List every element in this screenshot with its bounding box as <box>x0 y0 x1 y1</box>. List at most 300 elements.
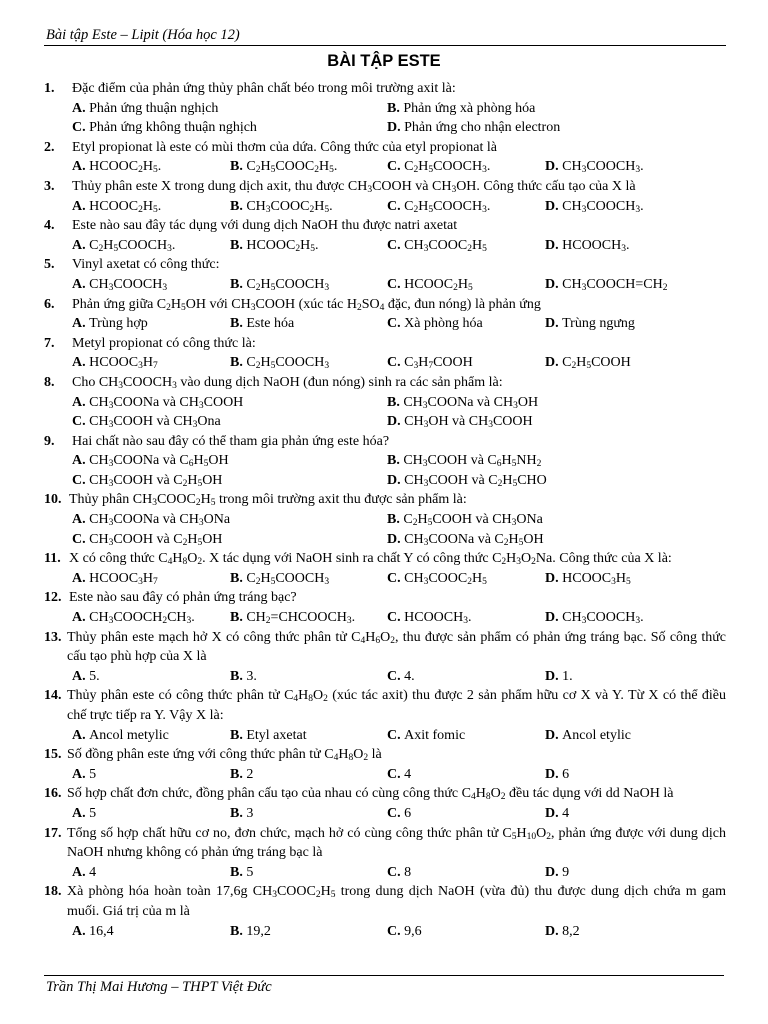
question-number: 14. <box>44 688 62 704</box>
answer-option <box>387 608 545 628</box>
answer-option <box>545 726 715 746</box>
option-text: 4 <box>562 805 570 821</box>
option-letter: A. <box>72 766 90 782</box>
answer-option <box>72 922 230 942</box>
option-text: $CH_3COONa$ và $CH_3COOH$ <box>89 394 244 411</box>
answer-options <box>44 667 726 687</box>
option-text: 2 <box>246 766 254 782</box>
option-letter: D. <box>545 864 563 880</box>
option-text: $CH_2=CHCOOCH_3$. <box>246 610 356 627</box>
option-text: 19,2 <box>246 923 271 939</box>
question-item <box>44 784 726 823</box>
answer-option <box>72 197 230 217</box>
answer-options <box>44 353 726 373</box>
question-item <box>44 745 726 784</box>
option-text: $CH_3COOC_2H_5$ <box>404 237 487 254</box>
option-text: $CH_3COONa$ và $CH_3OH$ <box>403 394 539 411</box>
option-letter: C. <box>387 570 405 586</box>
question-item <box>44 373 726 432</box>
answer-option <box>230 922 387 942</box>
option-text: Trùng ngưng <box>562 316 635 332</box>
option-text: 3 <box>246 805 254 821</box>
question-text: Xà phòng hóa hoàn toàn 17,6g $CH_3COOC_2H_5$ trong dung dịch NaOH (vừa đủ) thu được dung dịch chứa m gam muối. Giá trị của m là <box>67 884 726 919</box>
answer-options <box>44 804 726 824</box>
answer-options <box>44 608 726 628</box>
option-letter: A. <box>72 668 90 684</box>
option-letter: C. <box>387 610 405 626</box>
question-stem <box>44 490 726 510</box>
option-letter: A. <box>72 355 90 371</box>
question-text: Metyl propionat có công thức là: <box>72 335 256 351</box>
option-letter: D. <box>545 923 563 939</box>
answer-option <box>545 314 715 334</box>
option-letter: D. <box>545 727 563 743</box>
option-letter: A. <box>72 237 90 253</box>
question-text: Etyl propionat là este có mùi thơm của dứa. Công thức của etyl propionat là <box>72 139 497 155</box>
question-text: Cho $CH_3COOCH_3$ vào dung dịch NaOH (đun nóng) sinh ra các sản phẩm là: <box>72 374 503 391</box>
answer-option <box>230 569 387 589</box>
question-item <box>44 79 726 138</box>
question-text: Phản ứng giữa $C_2H_5OH$ với $CH_3COOH$ (xúc tác $H_2SO_4$ đặc, đun nóng) là phản ứng <box>72 296 541 313</box>
answer-option <box>545 275 715 295</box>
option-letter: C. <box>387 766 405 782</box>
question-item <box>44 628 726 687</box>
option-letter: B. <box>230 766 247 782</box>
question-number: 4. <box>44 218 55 234</box>
option-text: $CH_3COOH$ và $CH_3Ona$ <box>89 414 221 431</box>
option-letter: B. <box>230 316 247 332</box>
answer-option <box>72 412 387 432</box>
option-letter: D. <box>387 472 405 488</box>
answer-option <box>72 393 387 413</box>
option-letter: B. <box>387 394 404 410</box>
option-letter: D. <box>545 766 563 782</box>
answer-options <box>44 569 726 589</box>
answer-option <box>72 275 230 295</box>
answer-option <box>230 197 387 217</box>
question-item <box>44 255 726 294</box>
question-number: 12. <box>44 590 62 606</box>
answer-option <box>72 608 230 628</box>
option-text: $C_2H_5COOCH_3$ <box>246 276 330 293</box>
option-text: $CH_3COOCH_3$ <box>89 276 168 293</box>
option-letter: B. <box>230 923 247 939</box>
option-text: $C_2H_5COOCH_3$. <box>89 237 176 254</box>
answer-option <box>387 922 545 942</box>
option-letter: B. <box>230 610 247 626</box>
option-letter: A. <box>72 727 90 743</box>
option-letter: A. <box>72 453 90 469</box>
option-text: Ancol metylic <box>89 727 169 743</box>
answer-option <box>230 804 387 824</box>
option-letter: B. <box>230 159 247 175</box>
question-item <box>44 549 726 588</box>
option-text: 5 <box>246 864 254 880</box>
answer-option <box>72 236 230 256</box>
answer-option <box>387 510 717 530</box>
question-stem <box>44 549 726 569</box>
option-letter: D. <box>545 355 563 371</box>
answer-option <box>230 765 387 785</box>
question-stem <box>44 432 726 452</box>
answer-options <box>44 922 726 942</box>
answer-option <box>230 667 387 687</box>
question-stem <box>44 686 726 725</box>
option-text: $CH_3COOC_2H_5$. <box>246 198 333 215</box>
footer-rule <box>44 975 724 976</box>
option-letter: D. <box>545 805 563 821</box>
answer-option <box>545 353 715 373</box>
answer-option <box>230 863 387 883</box>
option-letter: B. <box>230 864 247 880</box>
option-letter: A. <box>72 394 90 410</box>
answer-option <box>387 118 717 138</box>
question-stem <box>44 745 726 765</box>
option-text: $CH_3COONa$ và $C_6H_5OH$ <box>89 453 229 470</box>
answer-options <box>44 863 726 883</box>
option-text: $CH_3COOH$ và $C_2H_5OH$ <box>89 531 223 548</box>
option-letter: C. <box>387 727 405 743</box>
answer-option <box>72 510 387 530</box>
answer-option <box>387 569 545 589</box>
option-text: $CH_3COOCH_2CH_3$. <box>89 610 195 627</box>
question-text: Hai chất nào sau đây có thể tham gia phản ứng este hóa? <box>72 433 390 449</box>
question-stem <box>44 824 726 863</box>
answer-option <box>72 569 230 589</box>
option-letter: A. <box>72 159 90 175</box>
question-number: 17. <box>44 825 62 841</box>
option-letter: D. <box>387 531 405 547</box>
answer-option <box>72 451 387 471</box>
option-text: 5 <box>89 805 97 821</box>
question-number: 9. <box>44 433 55 449</box>
question-stem <box>44 255 726 275</box>
answer-option <box>545 804 715 824</box>
answer-option <box>72 314 230 334</box>
question-text: Vinyl axetat có công thức: <box>72 257 220 273</box>
answer-option <box>72 118 387 138</box>
option-letter: C. <box>387 237 405 253</box>
question-number: 5. <box>44 257 55 273</box>
option-text: 16,4 <box>89 923 114 939</box>
option-text: $CH_3COOC_2H_5$ <box>404 570 487 587</box>
option-text: 6 <box>562 766 570 782</box>
answer-option <box>545 667 715 687</box>
question-number: 7. <box>44 335 55 351</box>
option-letter: C. <box>387 198 405 214</box>
answer-option <box>387 667 545 687</box>
answer-options <box>44 99 726 138</box>
option-letter: D. <box>545 276 563 292</box>
running-footer: Trần Thị Mai Hương – THPT Việt Đức <box>46 979 272 995</box>
question-number: 2. <box>44 139 55 155</box>
header-rule <box>44 45 726 46</box>
option-letter: B. <box>230 198 247 214</box>
option-text: Phản ứng xà phòng hóa <box>403 100 536 116</box>
option-letter: A. <box>72 198 90 214</box>
option-text: Phản ứng cho nhận electron <box>404 120 561 136</box>
answer-option <box>545 765 715 785</box>
option-letter: C. <box>387 159 405 175</box>
question-item <box>44 432 726 491</box>
answer-option <box>387 726 545 746</box>
option-text: $CH_3COONa$ và $CH_3ONa$ <box>89 512 231 529</box>
option-text: $C_2H_5COOH$ <box>562 355 631 372</box>
question-text: Thủy phân este mạch hở X có công thức phân tử $C_4H_6O_2$, thu được sản phẩm có phản ứng tráng bạc. Số công thức cấu tạo phù hợp của X là <box>67 629 727 665</box>
answer-option <box>545 569 715 589</box>
option-text: 8 <box>404 864 412 880</box>
answer-option <box>387 530 717 550</box>
option-text: $CH_3COOCH_3$. <box>562 159 644 176</box>
answer-option <box>387 157 545 177</box>
answer-option <box>387 275 545 295</box>
answer-option <box>72 99 387 119</box>
option-letter: D. <box>545 316 563 332</box>
question-number: 6. <box>44 296 55 312</box>
answer-option <box>545 863 715 883</box>
question-item <box>44 490 726 549</box>
option-letter: A. <box>72 610 90 626</box>
option-text: Axit fomic <box>404 727 466 743</box>
option-text: $HCOOCH_3$. <box>562 237 630 254</box>
option-text: $CH_3COOCH=CH_2$ <box>562 276 668 293</box>
answer-options <box>44 197 726 217</box>
answer-option <box>387 314 545 334</box>
option-letter: B. <box>230 355 247 371</box>
option-letter: A. <box>72 570 90 586</box>
question-item <box>44 138 726 177</box>
option-letter: C. <box>387 864 405 880</box>
question-text: Thủy phân este X trong dung dịch axit, thu được $CH_3COOH$ và $CH_3OH$. Công thức cấu tạo của X là <box>72 178 636 195</box>
option-text: $CH_3COOH$ và $C_2H_5CHO$ <box>404 472 547 489</box>
question-item <box>44 588 726 627</box>
answer-option <box>387 804 545 824</box>
option-letter: A. <box>72 805 90 821</box>
question-stem <box>44 588 726 608</box>
question-stem <box>44 882 726 921</box>
option-letter: A. <box>72 316 90 332</box>
option-text: $C_2H_5COOCH_3$. <box>404 198 491 215</box>
answer-option <box>545 197 715 217</box>
answer-option <box>387 765 545 785</box>
option-letter: C. <box>72 531 90 547</box>
question-stem <box>44 373 726 393</box>
answer-option <box>72 726 230 746</box>
option-letter: B. <box>230 570 247 586</box>
answer-option <box>72 765 230 785</box>
question-text: Thủy phân $CH_3COOC_2H_5$ trong môi trường axit thu được sản phẩm là: <box>69 492 467 509</box>
option-text: 8,2 <box>562 923 580 939</box>
option-text: $HCOOC_3H_5$ <box>562 570 631 587</box>
answer-options <box>44 765 726 785</box>
answer-option <box>387 99 717 119</box>
answer-option <box>230 275 387 295</box>
option-text: 9,6 <box>404 923 422 939</box>
document-title: BÀI TẬP ESTE <box>327 52 441 70</box>
option-text: $HCOOC_3H_7$ <box>89 570 158 587</box>
answer-option <box>387 471 717 491</box>
question-stem <box>44 334 726 354</box>
option-letter: C. <box>387 668 405 684</box>
option-text: $HCOOCH_3$. <box>404 610 472 627</box>
question-number: 1. <box>44 81 55 96</box>
option-letter: D. <box>387 414 405 430</box>
question-item <box>44 882 726 941</box>
option-text: $CH_3COOH$ và $C_2H_5OH$ <box>89 472 223 489</box>
option-text: 5 <box>89 766 97 782</box>
option-text: $C_2H_5COOH$ và $CH_3ONa$ <box>403 512 543 529</box>
option-text: 1. <box>562 668 573 684</box>
option-text: 4. <box>404 668 415 684</box>
question-text: Este nào sau đây có phản ứng tráng bạc? <box>69 590 297 606</box>
question-number: 15. <box>44 747 62 763</box>
question-list <box>44 79 726 941</box>
option-text: $C_3H_7COOH$ <box>404 355 473 372</box>
option-text: Phản ứng không thuận nghịch <box>89 120 257 136</box>
question-stem <box>44 216 726 236</box>
option-text: $HCOOC_3H_7$ <box>89 355 158 372</box>
question-text: Đặc điểm của phản ứng thủy phân chất béo trong môi trường axit là: <box>72 81 456 96</box>
option-letter: B. <box>387 512 404 528</box>
option-letter: B. <box>230 668 247 684</box>
option-text: 6 <box>404 805 412 821</box>
option-text: 4 <box>404 766 412 782</box>
question-text: Thủy phân este có công thức phân tử $C_4H_8O_2$ (xúc tác axit) thu được 2 sản phẩm hữu cơ X và Y. Từ X có thể điều chế trực tiếp ra Y. Vậy X là: <box>67 688 726 723</box>
option-text: 9 <box>562 864 570 880</box>
option-text: Este hóa <box>246 316 295 332</box>
answer-option <box>230 608 387 628</box>
answer-option <box>230 314 387 334</box>
answer-option <box>545 922 715 942</box>
question-number: 11. <box>44 551 61 567</box>
option-letter: C. <box>387 316 405 332</box>
option-letter: A. <box>72 276 90 292</box>
answer-options <box>44 451 726 490</box>
question-text: X có công thức $C_4H_8O_2$. X tác dụng với NaOH sinh ra chất Y có công thức $C_2H_3O_2Na$. Công thức của X là: <box>69 551 672 568</box>
answer-option <box>72 530 387 550</box>
answer-option <box>387 353 545 373</box>
question-stem <box>44 628 726 667</box>
option-text: $CH_3COOH$ và $C_6H_5NH_2$ <box>403 453 542 470</box>
option-text: Trùng hợp <box>89 316 148 332</box>
option-text: $C_2H_5COOCH_3$ <box>246 570 330 587</box>
question-number: 18. <box>44 884 62 900</box>
answer-option <box>72 353 230 373</box>
answer-option <box>72 667 230 687</box>
question-item <box>44 334 726 373</box>
option-letter: A. <box>72 923 90 939</box>
question-number: 8. <box>44 374 55 390</box>
answer-options <box>44 393 726 432</box>
option-text: $CH_3COOCH_3$. <box>562 198 644 215</box>
option-letter: C. <box>387 355 405 371</box>
option-text: $C_2H_5COOCH_3$ <box>246 355 330 372</box>
answer-option <box>72 157 230 177</box>
answer-option <box>230 726 387 746</box>
option-letter: D. <box>545 198 563 214</box>
option-letter: B. <box>230 237 247 253</box>
option-text: 5. <box>89 668 100 684</box>
question-text: Tổng số hợp chất hữu cơ no, đơn chức, mạch hở có cùng công thức phân tử $C_5H_{10}O_2$, phản ứng được với dung dịch NaOH nhưng không có phản ứng tráng bạc là <box>67 825 726 861</box>
option-text: $CH_3COONa$ và $C_2H_5OH$ <box>404 531 544 548</box>
option-letter: B. <box>387 453 404 469</box>
question-number: 16. <box>44 786 62 802</box>
question-text: Số đồng phân este ứng với công thức phân tử $C_4H_8O_2$ là <box>67 747 382 764</box>
question-item <box>44 216 726 255</box>
question-stem <box>44 295 726 315</box>
option-text: $HCOOC_2H_5$. <box>89 159 162 176</box>
question-item <box>44 177 726 216</box>
question-text: Este nào sau đây tác dụng với dung dịch NaOH thu được natri axetat <box>72 218 458 234</box>
answer-options <box>44 236 726 256</box>
question-item <box>44 824 726 883</box>
option-text: $HCOOC_2H_5$ <box>404 276 473 293</box>
answer-option <box>387 451 717 471</box>
question-stem <box>44 79 726 99</box>
option-letter: A. <box>72 864 90 880</box>
answer-option <box>72 804 230 824</box>
option-text: 4 <box>89 864 97 880</box>
answer-option <box>545 236 715 256</box>
answer-options <box>44 275 726 295</box>
option-letter: D. <box>387 120 405 136</box>
option-letter: A. <box>72 512 90 528</box>
answer-options <box>44 510 726 549</box>
option-letter: A. <box>72 100 90 116</box>
answer-option <box>72 471 387 491</box>
answer-option <box>387 236 545 256</box>
option-text: $HCOOC_2H_5$. <box>89 198 162 215</box>
option-letter: C. <box>72 120 90 136</box>
option-letter: B. <box>230 727 247 743</box>
option-letter: D. <box>545 570 563 586</box>
option-text: $CH_3OH$ và $CH_3COOH$ <box>404 414 533 431</box>
question-stem <box>44 784 726 804</box>
option-letter: C. <box>387 805 405 821</box>
option-letter: C. <box>72 472 90 488</box>
answer-option <box>387 393 717 413</box>
answer-option <box>387 412 717 432</box>
option-text: $CH_3COOCH_3$. <box>562 610 644 627</box>
option-letter: C. <box>387 923 405 939</box>
answer-option <box>387 197 545 217</box>
option-text: Phản ứng thuận nghịch <box>89 100 219 116</box>
option-letter: B. <box>387 100 404 116</box>
question-item <box>44 686 726 745</box>
option-text: Etyl axetat <box>246 727 307 743</box>
option-letter: D. <box>545 668 563 684</box>
option-letter: B. <box>230 276 247 292</box>
question-number: 3. <box>44 178 55 194</box>
option-letter: C. <box>72 414 90 430</box>
option-text: $C_2H_5COOCH_3$. <box>404 159 491 176</box>
option-text: Xà phòng hóa <box>404 316 483 332</box>
question-stem <box>44 138 726 158</box>
option-letter: D. <box>545 237 563 253</box>
option-letter: B. <box>230 805 247 821</box>
option-letter: C. <box>387 276 405 292</box>
answer-option <box>230 236 387 256</box>
answer-option <box>230 157 387 177</box>
option-text: Ancol etylic <box>562 727 631 743</box>
question-number: 13. <box>44 629 62 645</box>
answer-options <box>44 157 726 177</box>
option-text: $HCOOC_2H_5$. <box>246 237 319 254</box>
question-item <box>44 295 726 334</box>
option-text: $C_2H_5COOC_2H_5$. <box>246 159 338 176</box>
answer-options <box>44 726 726 746</box>
answer-option <box>545 157 715 177</box>
